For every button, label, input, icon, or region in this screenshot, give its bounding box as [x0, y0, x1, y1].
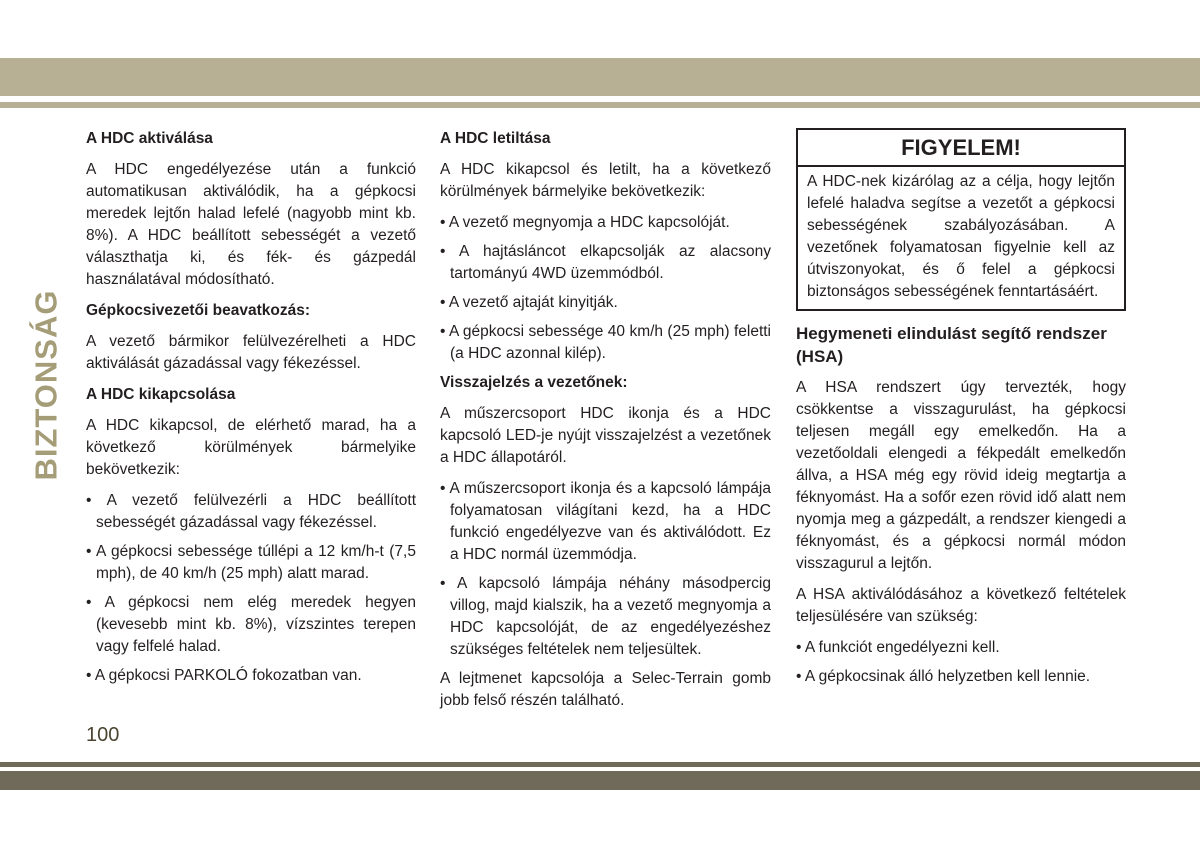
bullet-item: • A vezető ajtaját kinyitják. [440, 292, 771, 314]
column-2 [440, 128, 771, 721]
heading-hdc-activation: A HDC aktiválása [86, 130, 213, 147]
header-band [0, 58, 1200, 96]
bullet-item: • A gépkocsi sebessége 40 km/h (25 mph) feletti (a HDC azonnal kilép). [440, 321, 771, 365]
bullet-item: • A gépkocsi sebessége túllépi a 12 km/h-t (7,5 mph), de 40 km/h (25 mph) alatt marad. [86, 541, 416, 585]
paragraph: A lejtmenet kapcsolója a Selec-Terrain gomb jobb felső részén található. [440, 670, 771, 709]
bullet-item: • A gépkocsi PARKOLÓ fokozatban van. [86, 665, 416, 687]
paragraph: A műszercsoport HDC ikonja és a HDC kapcsoló LED-je nyújt visszajelzést a vezetőnek a HDC állapotáról. [440, 405, 771, 466]
heading-hdc-disable: A HDC letiltása [440, 130, 551, 147]
bullet-item: • A műszercsoport ikonja és a kapcsoló lámpája folyamatosan világítani kezd, ha a HDC funkció engedélyezve van és aktiválódott. Ez a HDC normál üzemmódja. [440, 478, 771, 566]
warning-text: A HDC-nek kizárólag az a célja, hogy lejtőn lefelé haladva segítse a vezetőt a gépkocsi sebességének szabályozásában. A vezetőnek folyamatosan figyelnie kell az útviszonyokat, és ő felel a gépkocsi biztonságos sebességének fenntartásáért. [807, 173, 1115, 300]
paragraph: A vezető bármikor felülvezérelheti a HDC aktiválását gázadással vagy fékezéssel. [86, 333, 416, 372]
bullet-item: • A funkciót engedélyezni kell. [796, 637, 1126, 659]
bullet-item: • A gépkocsinak álló helyzetben kell lennie. [796, 666, 1126, 688]
heading-hdc-off: A HDC kikapcsolása [86, 386, 236, 403]
heading-driver-override: Gépkocsivezetői beavatkozás: [86, 302, 310, 319]
column-3 [796, 128, 1126, 695]
page-number: 100 [86, 724, 120, 746]
bullet-item: • A vezető megnyomja a HDC kapcsolóját. [440, 212, 771, 234]
column-1 [86, 128, 416, 694]
bullet-item: • A hajtásláncot elkapcsolják az alacsony tartományú 4WD üzemmódból. [440, 241, 771, 285]
warning-box [796, 128, 1126, 311]
paragraph: A HDC kikapcsol, de elérhető marad, ha a következő körülmények bármelyike bekövetkezik: [86, 417, 416, 478]
bullet-item: • A vezető felülvezérli a HDC beállított sebességét gázadással vagy fékezéssel. [86, 490, 416, 534]
warning-title: FIGYELEM! [798, 130, 1124, 167]
footer-rule [0, 762, 1200, 767]
paragraph: A HSA aktiválódásához a következő feltételek teljesülésére van szükség: [796, 586, 1126, 625]
heading-hsa: Hegymeneti elindulást segítő rendszer (HSA) [796, 324, 1107, 366]
section-side-label-text: BIZTONSÁG [28, 289, 63, 481]
paragraph: A HDC engedélyezése után a funkció automatikusan aktiválódik, ha a gépkocsi meredek lejtőn halad lefelé (nagyobb mint kb. 8%). A HDC beállított sebességét a vezető választhatja ki, és fék- és gázpedál használatával módosítható. [86, 161, 416, 288]
footer-band [0, 771, 1200, 790]
section-side-label [28, 289, 64, 481]
paragraph: A HSA rendszert úgy tervezték, hogy csökkentse a visszagurulást, ha gépkocsi teljesen megáll egy emelkedőn. Ha a vezetőoldali elengedi a fékpedált emelkedőn állva, a HSA még egy rövid ideig megtartja a féknyomást. Ha a sofőr ezen rövid idő alatt nem nyomja meg a gázpedált, a rendszer kiengedi a féknyomást, és a gépkocsi normál módon visszagurul a lejtőn. [796, 379, 1126, 572]
bullet-item: • A gépkocsi nem elég meredek hegyen (kevesebb mint kb. 8%), vízszintes terepen vagy felfelé halad. [86, 592, 416, 658]
paragraph: A HDC kikapcsol és letilt, ha a következő körülmények bármelyike bekövetkezik: [440, 161, 771, 200]
header-rule [0, 102, 1200, 108]
bullet-item: • A kapcsoló lámpája néhány másodpercig villog, majd kialszik, ha a vezető megnyomja a HDC kapcsolóját, de az engedélyezéshez szükséges feltételek nem teljesültek. [440, 573, 771, 661]
heading-driver-feedback: Visszajelzés a vezetőnek: [440, 374, 628, 391]
